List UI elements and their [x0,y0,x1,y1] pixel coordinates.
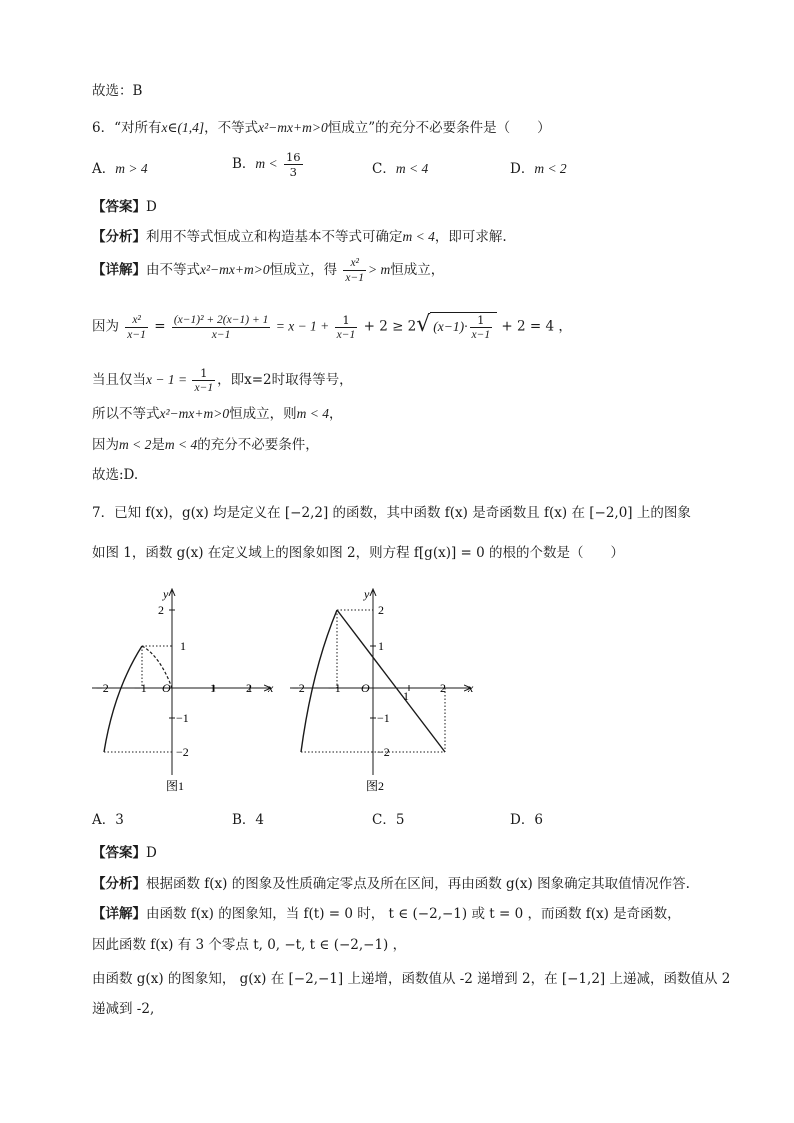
q7-option-c-text: 5 [395,812,405,828]
q6-detail1-fraction [343,256,366,285]
q7-detail-line-2: 因此函数 f(x) 有 3 个零点 t, 0, −t, t ∈ (−2,−1) ， [92,937,407,953]
q6-stem [92,117,551,139]
q6-option-a-label: A． [92,161,116,177]
q6-detail-line-5 [92,434,319,456]
fig2-ytick-label: −2 [377,745,390,759]
q6-detail1-frac-den: x−1 [345,272,365,284]
q6-detail2-eq1: = [149,318,170,335]
q6-detail3-a: 当且仅当 [92,372,146,388]
fig1-ytick-label: −2 [176,745,189,759]
fig1-curve [104,646,142,752]
q6-detail1-b: x²−mx+m>0 [200,262,270,277]
q6-detail1-frac-num: x² [350,257,359,269]
q6-option-c [372,158,428,180]
figure-1 [92,587,274,793]
fig2-xtick-label: −2 [292,681,305,695]
fig2-caption: 图2 [366,779,385,793]
q7-stem-line-1: 7．已知 f(x)，g(x) 均是定义在 [−2,2] 的函数，其中函数 f(x) 是奇函数且 f(x) 在 [−2,0] 上的图象 [92,505,691,521]
q6-analysis-tag: 【分析】 [92,229,146,245]
q6-detail2-frac2-den: x−1 [172,327,271,342]
q6-option-a [92,158,148,180]
q6-answer-value: D [146,199,157,215]
q6-detail1-a: 由不等式 [146,262,200,278]
radical-sign-icon: √ [416,312,431,337]
q6-detail4-b: x²−mx+m>0 [159,406,230,421]
fig1-x-label: x [268,681,274,695]
fig2-ytick-label: 1 [378,639,384,653]
q5-conclusion: 故选：B [92,83,143,99]
q6-stem-suffix: 恒成立”的充分不必要条件是（ ） [327,120,551,136]
fig2-origin-label: O [361,681,370,695]
q7-figures [0,578,794,808]
q7-option-a [92,809,124,831]
fig1-ytick-label: −1 [176,711,189,725]
fig2-xtick-label: 2 [440,681,446,695]
fig2-x-label: x [468,681,474,695]
fig2-y-label: y [364,587,370,601]
q6-stem-mid: ，不等式 [204,120,259,136]
q7-option-a-text: 3 [115,812,124,828]
q6-detail2-fraction-2 [172,313,271,342]
q7-option-c-label: C． [372,812,396,828]
q6-detail3-fraction [192,366,215,395]
fig1-ytick-label: 2 [158,603,164,617]
q6-detail5-d: m < 4 [164,437,198,452]
q6-detail4-d: m < 4 [296,406,329,421]
q6-detail5-b: m < 2 [119,437,152,452]
q6-option-b-text: m < [255,156,278,171]
q6-detail3-b: x − 1 = [146,372,191,387]
q6-detail1-d: > m [368,262,391,277]
fig1-guide-lines [104,646,172,752]
q6-detail2-fraction-3 [335,313,358,342]
q6-detail2-fraction-1 [125,313,148,342]
q6-stem-inequality: x²−mx+m>0 [258,120,328,135]
fig1-ytick-label: 1 [180,639,186,653]
q6-detail2-frac4-den: x−1 [471,329,491,341]
fig1-y-label: y [163,587,169,601]
fig2-xtick-label: 1 [403,689,409,703]
q7-option-c [372,809,404,831]
fig2-ytick-label: 2 [378,603,384,617]
q6-detail2-a: 因为 [92,318,119,335]
fig2-xtick-label: −1 [328,681,341,695]
q7-answer-value: D [146,845,157,861]
q6-option-b-label: B． [232,156,256,172]
q7-analysis [92,873,690,895]
q7-detail-line-1 [92,903,681,925]
q6-analysis [92,226,507,248]
q6-detail5-e: 的充分不必要条件， [197,437,319,453]
q6-detail2-sqrt-a: (x−1)· [433,319,468,334]
q6-option-c-label: C． [372,161,396,177]
q6-detail2-eq4: + 2 = 4 ， [497,318,572,335]
q6-option-d-text: m < 2 [534,161,567,176]
q6-detail2-frac2-num: (x−1)² + 2(x−1) + 1 [173,313,269,326]
q7-option-d-text: 6 [534,812,543,828]
q6-detail2-frac3-num: 1 [342,312,350,327]
q7-option-b [232,809,264,831]
q6-detail5-c: 是 [151,437,165,453]
q6-detail-line-1 [92,256,444,285]
q7-detail1-text: 由函数 f(x) 的图象知，当 f(t) = 0 时， t ∈ (−2,−1) 或 t = 0 ，而函数 f(x) 是奇函数， [146,906,681,922]
q6-detail1-e: 恒成立， [390,262,445,278]
q6-detail2-fraction-4 [470,313,493,342]
q7-answer [92,842,157,864]
q6-detail4-e: ， [328,406,343,422]
q6-detail-line-3 [92,366,353,395]
q6-detail3-c: ，即x=2时取得等号， [217,372,353,388]
q6-stem-set: x∈(1,4] [161,120,205,135]
q6-option-a-text: m > 4 [115,161,148,176]
fig1-xtick-label: 1 [210,681,216,695]
q7-option-d [510,809,543,831]
q7-detail-tag: 【详解】 [92,906,146,922]
q6-detail3-frac-den: x−1 [194,382,214,394]
q6-detail2-frac4-num: 1 [477,313,485,327]
fig1-xtick-label: −1 [134,681,147,695]
fig2-ytick-label: −1 [377,711,390,725]
q6-answer-tag: 【答案】 [92,199,146,215]
fig1-xtick-label: 2 [246,681,252,695]
fig1-xtick-label: −2 [96,681,109,695]
q7-option-d-label: D． [510,812,535,828]
q6-option-d-label: D． [510,161,535,177]
fig1-origin-label: O [162,681,171,695]
q6-detail2-radicand [430,312,497,342]
q6-option-b-fraction [284,150,303,179]
q7-analysis-tag: 【分析】 [92,876,146,892]
q6-analysis-text-a: 利用不等式恒成立和构造基本不等式可确定 [146,229,403,245]
q6-detail-tag: 【详解】 [92,262,146,278]
q6-detail2-frac3-den: x−1 [336,328,356,341]
q7-detail-line-4: 递减到 -2, [92,1001,155,1017]
q6-detail4-c: 恒成立，则 [229,406,297,422]
q6-detail1-c: 恒成立，得 [269,262,338,278]
q6-detail2-eq3: + 2 ≥ 2 [359,318,417,335]
q7-detail-line-3: 由函数 g(x) 的图象知， g(x) 在 [−2,−1] 上递增，函数值从 -2 递增到 2，在 [−1,2] 上递减，函数值从 2 [92,971,731,987]
q6-detail2-eq2: = x − 1 + [272,318,333,334]
figure-2 [290,587,474,793]
q6-analysis-text-c: ，即可求解. [434,229,507,245]
q7-analysis-text: 根据函数 f(x) 的图象及性质确定零点及所在区间，再由函数 g(x) 图象确定其取值情况作答. [146,876,690,892]
fig2-segment [337,610,445,752]
q6-stem-prefix: 6．“对所有 [92,120,162,136]
q6-analysis-text-b: m < 4 [402,229,435,244]
q7-stem-line-2: 如图 1，函数 g(x) 在定义域上的图象如图 2，则方程 f[g(x)] = 0 的根的个数是（ ） [92,545,625,561]
q7-option-b-text: 4 [255,812,265,828]
q6-detail-line-2 [92,312,572,342]
q7-answer-tag: 【答案】 [92,845,146,861]
q6-option-b-frac-den: 3 [284,164,303,179]
fig1-caption: 图1 [166,779,185,793]
q6-answer [92,196,157,218]
q7-option-b-label: B． [232,812,256,828]
q6-option-b-frac-num: 16 [285,150,301,164]
q6-detail2-frac1-num: x² [132,313,141,326]
q6-option-d [510,158,567,180]
q6-detail5-a: 因为 [92,437,119,453]
q6-detail-line-4 [92,403,342,425]
q6-detail4-a: 所以不等式 [92,406,160,422]
q6-detail3-frac-num: 1 [200,366,208,380]
q6-option-c-text: m < 4 [395,161,429,176]
q6-conclusion: 故选:D. [92,467,139,483]
q7-option-a-label: A． [92,812,116,828]
q6-detail2-sqrt [416,312,497,342]
q6-option-b [232,150,305,179]
q6-detail2-frac1-den: x−1 [127,328,146,341]
